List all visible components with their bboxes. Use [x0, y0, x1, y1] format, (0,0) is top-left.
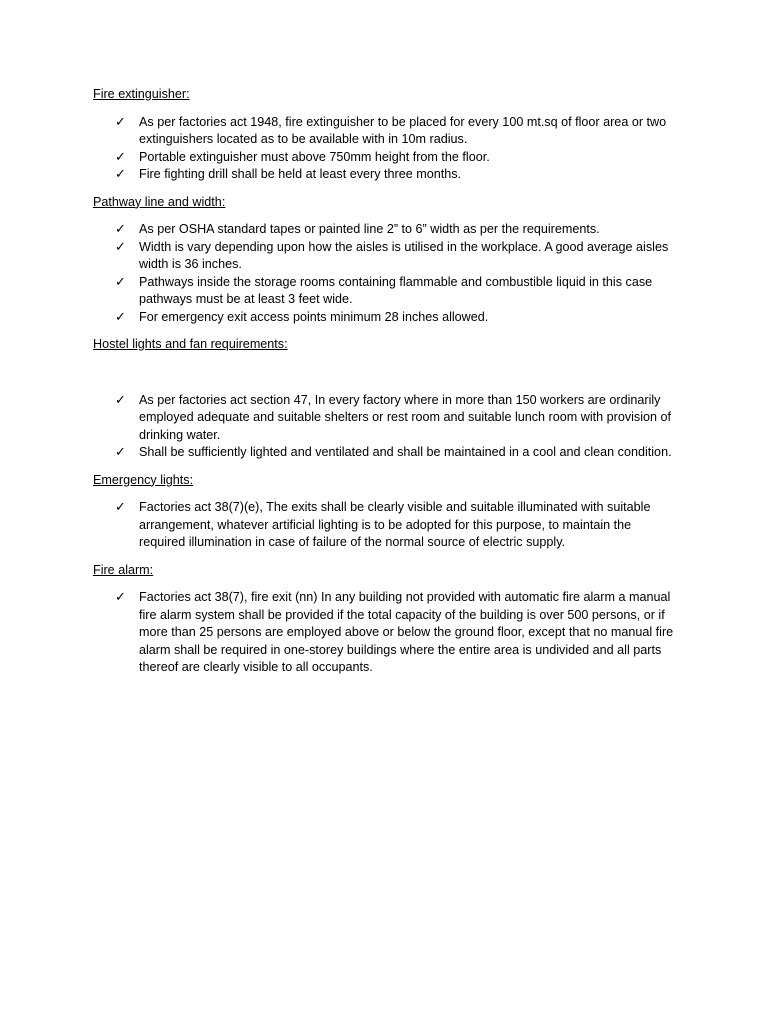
list-item: [93, 444, 678, 462]
list-item-text: Pathways inside the storage rooms containing flammable and combustible liquid in this case pathways must be at least 3 feet wide.: [139, 274, 653, 306]
bullet-list: [93, 114, 678, 184]
bullet-list: [93, 392, 678, 462]
section-fire-extinguisher: [93, 86, 678, 184]
bullet-list: [93, 499, 678, 552]
section-heading: Hostel lights and fan requirements:: [93, 337, 288, 351]
bullet-list: [93, 221, 678, 326]
list-item-text: Factories act 38(7)(e), The exits shall be clearly visible and suitable illuminated with suitable arrangement, whatever artificial lighting is to be adopted for this purpose, to maintain the required illumination in case of failure of the normal source of electric supply.: [139, 500, 651, 549]
list-item: [93, 309, 678, 327]
check-mark-icon: ✓: [115, 239, 126, 255]
check-mark-icon: ✓: [115, 114, 126, 130]
list-item: [93, 166, 678, 184]
section-heading: Fire alarm:: [93, 562, 154, 577]
list-item: [93, 392, 678, 445]
list-item-text: Portable extinguisher must above 750mm height from the floor.: [139, 149, 490, 164]
check-mark-icon: ✓: [115, 500, 126, 515]
section-heading: Pathway line and width:: [93, 194, 226, 209]
blank-space: [93, 354, 678, 392]
list-item-text: As per factories act section 47, In every factory where in more than 150 workers are ordinarily employed adequate and suitable shelters or rest room and suitable lunch room with provision of drinking water.: [139, 392, 672, 442]
check-mark-icon: ✓: [115, 445, 126, 460]
section-heading: Fire extinguisher:: [93, 87, 190, 101]
list-item-text: As per OSHA standard tapes or painted line 2” to 6” width as per the requirements.: [139, 222, 600, 236]
list-item: [93, 499, 678, 552]
section-emergency-lights: [93, 472, 678, 552]
check-mark-icon: ✓: [115, 590, 126, 605]
list-item-text: Width is vary depending upon how the aisles is utilised in the workplace. A good average aisles width is 36 inches.: [139, 239, 669, 271]
list-item-text: Factories act 38(7), fire exit (nn) In any building not provided with automatic fire alarm a manual fire alarm system shall be provided if the total capacity of the building is over 500 persons, or if more than 25 persons are employed above or below the ground floor, except that no manual fire alarm shall be required in one-storey buildings where the entire area is undivided and all parts thereof are clearly visible to all occupants.: [139, 590, 674, 674]
section-fire-alarm: [93, 562, 678, 677]
section-heading: Emergency lights:: [93, 472, 194, 487]
check-mark-icon: ✓: [115, 149, 126, 165]
section-pathway-line: [93, 194, 678, 327]
list-item: [93, 589, 678, 677]
check-mark-icon: ✓: [115, 274, 126, 290]
list-item-text: For emergency exit access points minimum 28 inches allowed.: [139, 309, 489, 324]
list-item-text: Fire fighting drill shall be held at least every three months.: [139, 167, 462, 181]
list-item: [93, 274, 678, 309]
list-item-text: As per factories act 1948, fire extinguisher to be placed for every 100 mt.sq of floor area or two extinguishers located as to be available with in 10m radius.: [139, 114, 667, 146]
list-item: [93, 239, 678, 274]
check-mark-icon: ✓: [115, 392, 126, 408]
section-hostel-lights: [93, 336, 678, 462]
list-item: [93, 149, 678, 167]
bullet-list: [93, 589, 678, 677]
check-mark-icon: ✓: [115, 167, 126, 182]
check-mark-icon: ✓: [115, 309, 126, 325]
list-item: [93, 114, 678, 149]
list-item: [93, 221, 678, 239]
document-page: [93, 86, 678, 687]
list-item-text: Shall be sufficiently lighted and ventilated and shall be maintained in a cool and clean condition.: [139, 445, 672, 459]
check-mark-icon: ✓: [115, 222, 126, 237]
